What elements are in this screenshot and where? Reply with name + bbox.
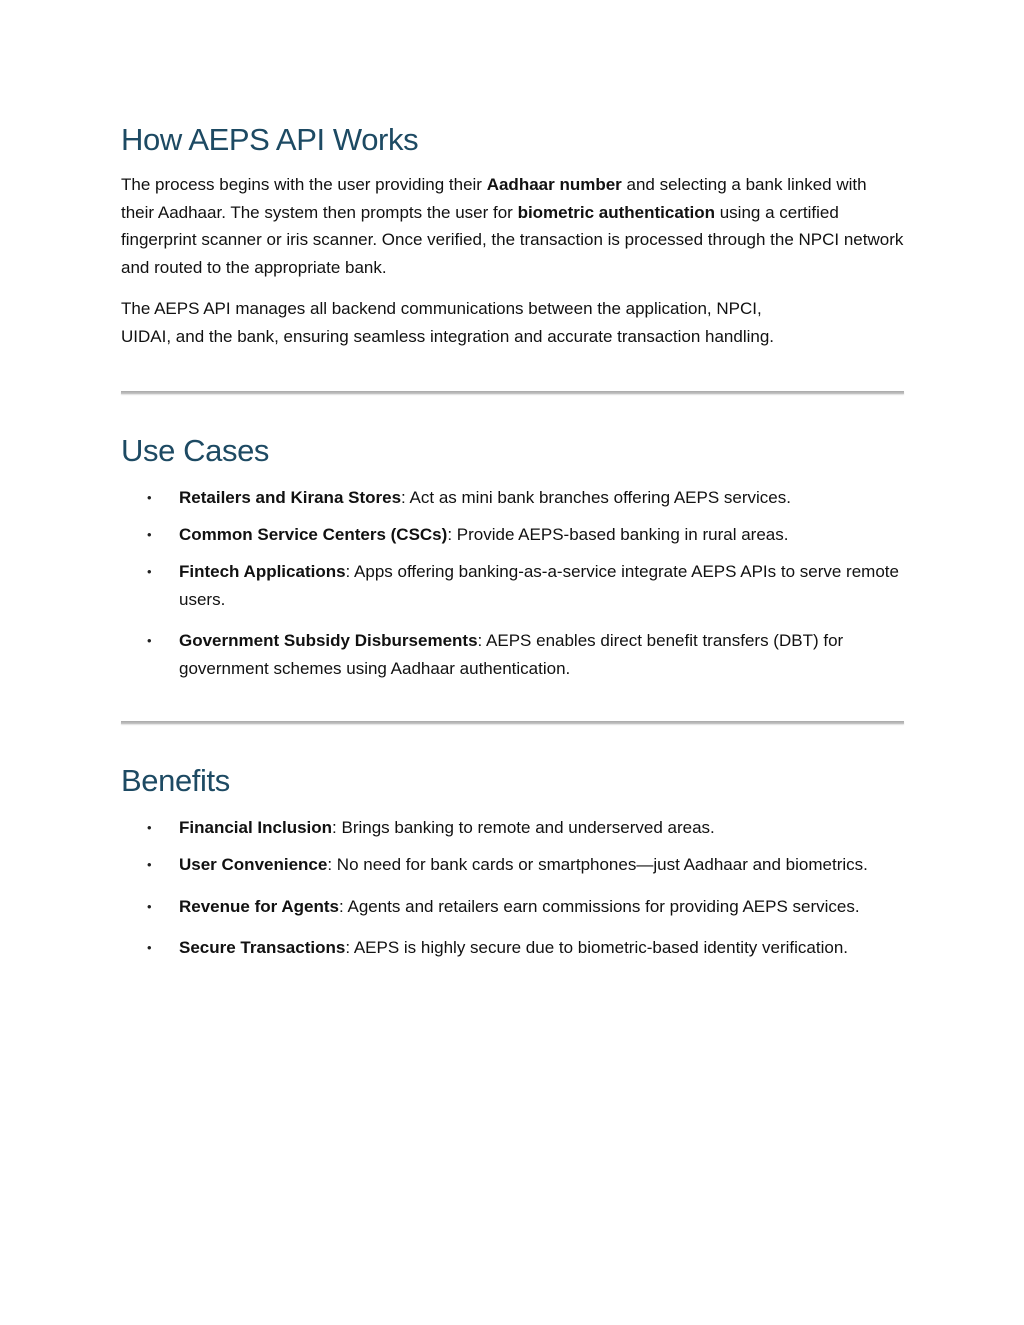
list-item-text: : Brings banking to remote and underserved areas. bbox=[332, 818, 715, 837]
list-item bbox=[121, 627, 904, 682]
list-item-text: : No need for bank cards or smartphones—just Aadhaar and biometrics. bbox=[327, 855, 868, 874]
bullet-icon: • bbox=[147, 564, 152, 579]
paragraph-process bbox=[121, 171, 904, 281]
list-item-title: Secure Transactions bbox=[179, 938, 346, 957]
list-item bbox=[121, 558, 904, 613]
document-content bbox=[121, 120, 904, 971]
list-item bbox=[121, 893, 904, 921]
bullet-icon: • bbox=[147, 898, 152, 914]
list-item-text: : Apps offering banking-as-a-service integrate AEPS APIs to serve remote users. bbox=[179, 562, 899, 609]
section-heading-how-aeps-works: How AEPS API Works bbox=[121, 122, 419, 157]
section-divider bbox=[121, 721, 904, 724]
list-item-title: Revenue for Agents bbox=[179, 896, 339, 916]
use-cases-list bbox=[121, 484, 904, 682]
list-item bbox=[121, 484, 904, 512]
list-item-text: : AEPS is highly secure due to biometric-based identity verification. bbox=[345, 938, 849, 957]
list-item-text: : Provide AEPS-based banking in rural areas. bbox=[447, 525, 789, 544]
list-item-title: Financial Inclusion bbox=[179, 818, 333, 837]
section-divider bbox=[121, 391, 904, 394]
list-item bbox=[121, 934, 904, 962]
bold-term-aadhaar-number: Aadhaar number bbox=[486, 175, 622, 194]
bullet-icon: • bbox=[147, 820, 152, 835]
bullet-icon: • bbox=[147, 490, 152, 505]
benefits-list bbox=[121, 814, 904, 962]
list-item bbox=[121, 814, 904, 842]
list-item-title: Fintech Applications bbox=[179, 562, 346, 581]
list-item bbox=[121, 521, 904, 549]
bullet-icon: • bbox=[147, 633, 152, 648]
list-item-title: Common Service Centers (CSCs) bbox=[179, 525, 448, 544]
bullet-icon: • bbox=[147, 940, 152, 955]
paragraph-line: UIDAI, and the bank, ensuring seamless integration and accurate transaction handling. bbox=[121, 326, 775, 346]
section-heading-benefits: Benefits bbox=[121, 763, 230, 798]
bullet-icon: • bbox=[147, 527, 152, 542]
list-item bbox=[121, 851, 904, 879]
list-item-text: : AEPS enables direct benefit transfers (DBT) for government schemes using Aadhaar authentication. bbox=[179, 631, 844, 678]
list-item-text: : Act as mini bank branches offering AEPS services. bbox=[401, 488, 791, 507]
list-item-title: User Convenience bbox=[179, 855, 328, 874]
bullet-icon: • bbox=[147, 857, 152, 872]
section-heading-use-cases: Use Cases bbox=[121, 433, 270, 468]
paragraph-text: using a certified fingerprint scanner or iris scanner. Once verified, the transaction is processed through the NPCI network and routed to the appropriate bank. bbox=[121, 202, 904, 277]
paragraph-text: The process begins with the user providing their bbox=[121, 175, 487, 194]
bold-term-biometric-authentication: biometric authentication bbox=[517, 202, 715, 222]
paragraph-line: The AEPS API manages all backend communications between the application, NPCI, bbox=[121, 299, 762, 318]
paragraph-text: and selecting a bank linked with their Aadhaar. The system then prompts the user for bbox=[121, 175, 867, 222]
paragraph-backend bbox=[121, 295, 904, 350]
list-item-title: Retailers and Kirana Stores bbox=[179, 488, 402, 507]
list-item-title: Government Subsidy Disbursements bbox=[179, 631, 478, 650]
list-item-text: : Agents and retailers earn commissions for providing AEPS services. bbox=[338, 896, 860, 916]
